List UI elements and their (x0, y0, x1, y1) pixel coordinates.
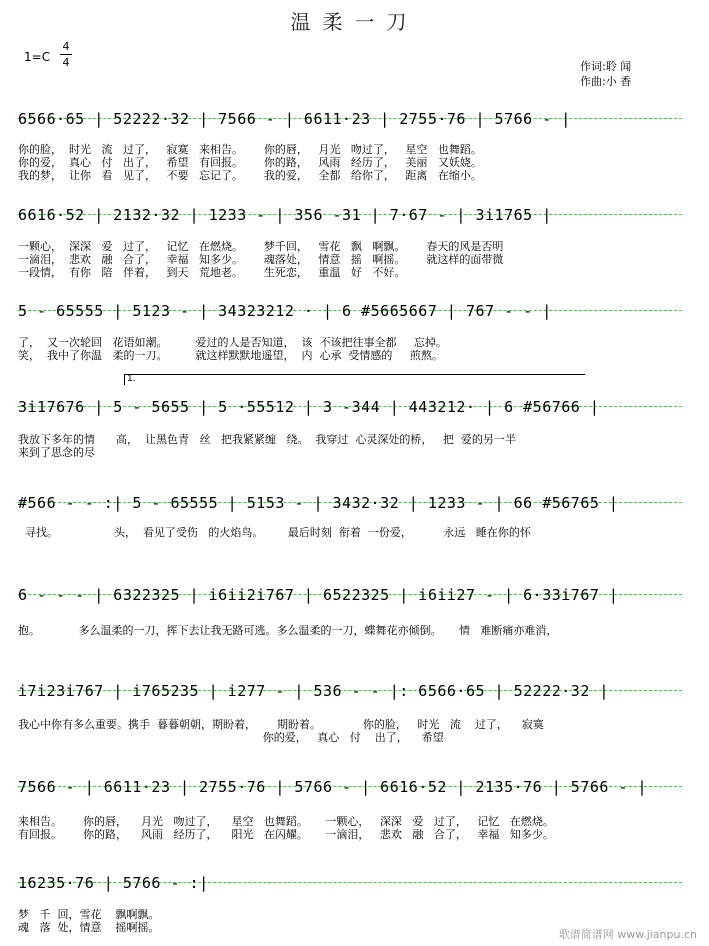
composer-credit: 作曲:小 香 (580, 75, 632, 88)
staff-line-5 (18, 492, 682, 514)
lyrics-9-verse-1: 梦 千 回，雪花 飘啊飘。 (18, 908, 160, 921)
staff-line-8 (18, 776, 682, 798)
lyrics-8-verse-2: 有回报。 你的路， 风雨 经历了， 阳光 在闪耀。 一滴泪， 悲欢 融 合了， 幸福 知多少。 (18, 828, 554, 841)
notes-line-7: i7i23i767 | i765235 | i277 - | 536 - - |: 6566·65 | 52222·32 | (18, 682, 609, 700)
lyrics-2-verse-2: 一滴泪， 悲欢 融 合了， 幸福 知多少。 魂落处， 情意 摇 啊摇。 就这样的面带微 (18, 253, 504, 266)
staff-line-2 (18, 204, 682, 226)
notes-line-9: 16235·76 | 5766 - :| (18, 874, 209, 892)
lyrics-5-verse-1: 寻找。 头， 看见了受伤 的火焰鸟。 最后时刻 衔着 一份爱， 永远 睡在你的怀 (18, 526, 531, 539)
time-signature (60, 40, 72, 69)
lyrics-4-verse-1: 我放下多年的情 高， 让黑色青 丝 把我紧紧缠 绕。 我穿过 心灵深处的桥， 把 爱的另一半 (18, 433, 516, 446)
song-title: 温柔一刀 (290, 10, 419, 34)
staff-line-1 (18, 108, 682, 130)
fraction-bar (60, 54, 72, 55)
lyrics-1-verse-3: 我的梦， 让你 看 见了， 不要 忘记了。 我的爱， 全都 给你了， 距离 在缩小。 (18, 169, 482, 182)
staff-line-7 (18, 680, 682, 702)
lyrics-4-verse-2: 来到了思念的尽 (18, 446, 95, 459)
lyrics-6-verse-1: 抱。 多么温柔的一刀，挥下去让我无路可逃。多么温柔的一刀，蝶舞花亦倾倒。 情 难断痛亦难消， (18, 624, 558, 637)
lyrics-3-verse-2: 笑， 我中了你温 柔的一刀。 就这样默默地遥望， 内 心承 受情感的 煎熬。 (18, 349, 443, 362)
notes-line-6: 6 - - - | 6322325 | i6ii2i767 | 6522325 | i6ii27 - | 6·33i767 | (18, 586, 619, 604)
lyricist-credit: 作词:聆 闻 (580, 60, 632, 73)
notes-line-4: 3i17676 | 5 - 5655 | 5 ·55512 | 3 -344 | 443212· | 6 #56766 | (18, 398, 600, 416)
notes-line-8: 7566 - | 6611·23 | 2755·76 | 5766 - | 6616·52 | 2135·76 | 5766 - | (18, 778, 648, 796)
notes-line-1: 6566·65 | 52222·32 | 7566 - | 6611·23 | 2755·76 | 5766 - | (18, 110, 571, 128)
lyrics-9-verse-2: 魂 落 处，情意 摇啊摇。 (18, 921, 160, 934)
lyrics-8-verse-1: 来相告。 你的唇， 月光 吻过了， 星空 也舞蹈。 一颗心， 深深 爱 过了， 记忆 在燃烧。 (18, 815, 554, 828)
notes-line-3: 5 - 65555 | 5123 - | 34323212 · | 6 #5665667 | 767 - - | (18, 302, 552, 320)
notes-line-5: #566 - - :| 5 - 65555 | 5153 - | 3432·32 | 1233 - | 66 #56765 | (18, 494, 619, 512)
staff-line-9 (18, 872, 682, 894)
first-ending-label: 1. (127, 374, 136, 384)
time-signature-top: 4 (62, 40, 70, 53)
staff-line-6 (18, 584, 682, 606)
notes-line-2: 6616·52 | 2132·32 | 1233 - | 356 -31 | 7·67 - | 3i1765 | (18, 206, 552, 224)
staff-line-4 (18, 396, 682, 418)
lyrics-1-verse-1: 你的脸， 时光 流 过了， 寂寞 来相告。 你的唇， 月光 吻过了， 星空 也舞蹈。 (18, 143, 482, 156)
lyrics-1-verse-2: 你的爱， 真心 付 出了， 希望 有回报。 你的路， 风雨 经历了， 美丽 又妖娆。 (18, 156, 482, 169)
lyrics-2-verse-1: 一颗心， 深深 爱 过了， 记忆 在燃烧。 梦千回， 雪花 飘 啊飘。 春天的风是否明 (18, 240, 504, 253)
lyrics-7-verse-1: 我心中你有多么重要。携手 暮暮朝朝，期盼着， 期盼着。 你的脸， 时光 流 过了， 寂寞 (18, 718, 544, 731)
lyrics-2-verse-3: 一段情， 有你 陪 伴着， 到天 荒地老。 生死恋， 重温 好 不好。 (18, 266, 406, 279)
lyrics-7-verse-2: 你的爱， 真心 付 出了， 希望 (18, 731, 444, 744)
staff-line-3 (18, 300, 682, 322)
time-signature-bottom: 4 (62, 56, 70, 69)
first-ending-bracket (124, 374, 585, 385)
site-watermark: 歌谱简谱网 www.jianpu.cn (558, 928, 697, 941)
lyrics-3-verse-1: 了， 又一次轮回 花语如潮。 爱过的人是否知道， 该 不该把往事全都 忘掉。 (18, 336, 447, 349)
key-signature: 1=C (24, 50, 51, 64)
